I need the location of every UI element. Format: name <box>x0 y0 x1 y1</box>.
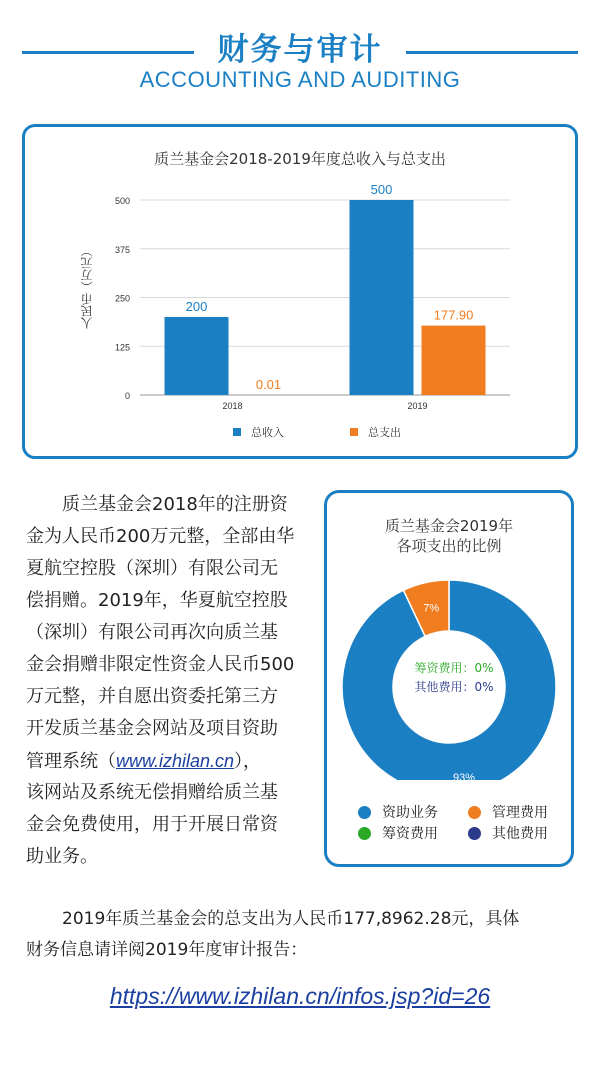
bar-data-label: 500 <box>370 182 393 197</box>
para1-text: 管理系统（ <box>26 751 116 772</box>
legend-dot <box>358 806 371 819</box>
x-tick-label: 2019 <box>407 401 428 411</box>
donut-inner-label-other: 其他费用：0% <box>414 680 494 694</box>
paragraph-2-line2: 财务信息请详阅2019年度审计报告： <box>26 940 308 960</box>
para1-line-with-link <box>26 745 326 777</box>
para1-line: 偿捐赠。2019年，华夏航空控股 <box>26 590 288 611</box>
bar <box>422 326 486 395</box>
y-tick-label: 250 <box>114 293 130 304</box>
donut-legend-management <box>468 802 548 822</box>
donut-legend-other <box>468 823 548 843</box>
para1-line: 助业务。 <box>26 846 98 867</box>
bar <box>165 317 229 395</box>
bar-data-label: 177.90 <box>433 307 474 323</box>
para1-line: 金会免费使用，用于开展日常资 <box>26 814 278 835</box>
donut-title-line1: 质兰基金会2019年 <box>384 517 514 535</box>
bar-data-label: 200 <box>185 299 208 314</box>
para1-line: （深圳）有限公司再次向质兰基 <box>26 622 278 643</box>
para1-line: 夏航空控股（深圳）有限公司无 <box>26 558 278 579</box>
bar-data-label: 0.01 <box>255 376 282 392</box>
y-tick-label: 125 <box>114 342 130 353</box>
page-subtitle: ACCOUNTING AND AUDITING <box>139 67 461 92</box>
y-tick-label: 500 <box>114 196 130 206</box>
legend-label: 管理费用 <box>492 805 548 821</box>
legend-expense-label: 总支出 <box>368 426 401 439</box>
bar-chart-ylabel: 人民币（万元） <box>80 245 94 329</box>
donut-legend-fundraising <box>358 823 438 843</box>
paragraph-2-line1: 2019年质兰基金会的总支出为人民币177,8962.28元，具体 <box>62 909 520 929</box>
bar <box>350 200 414 395</box>
legend-income <box>233 424 284 440</box>
legend-label: 筹资费用 <box>382 826 438 842</box>
legend-dot <box>358 827 371 840</box>
legend-dot <box>468 827 481 840</box>
donut-slice-label: 93% <box>452 772 476 780</box>
legend-expense-swatch <box>350 428 358 436</box>
bar-chart-title: 质兰基金会2018-2019年度总收入与总支出 <box>154 150 446 168</box>
y-tick-label: 375 <box>114 244 130 255</box>
para1-text: ）， <box>234 751 262 772</box>
legend-expense <box>350 424 401 440</box>
x-tick-label: 2018 <box>222 401 243 411</box>
para1-line: 金为人民币200万元整，全部由华 <box>26 526 295 547</box>
para1-line: 该网站及系统无偿捐赠给质兰基 <box>26 782 278 803</box>
donut-legend-grants <box>358 802 438 822</box>
para1-line: 金会捐赠非限定性资金人民币500 <box>26 654 295 675</box>
para1-line: 万元整，并自愿出资委托第三方 <box>26 686 278 707</box>
bar-chart <box>0 0 600 420</box>
para1-line: 开发质兰基金会网站及项目资助 <box>26 718 278 739</box>
audit-report-link[interactable]: https://www.izhilan.cn/infos.jsp?id=26 <box>109 983 491 1009</box>
y-tick-label: 0 <box>124 391 130 401</box>
paragraph-1 <box>26 489 326 873</box>
legend-label: 其他费用 <box>492 826 548 842</box>
donut-inner-label-fundraising: 筹资费用：0% <box>414 661 494 675</box>
website-link[interactable]: www.izhilan.cn <box>116 751 235 771</box>
donut-slice-label: 7% <box>423 602 440 615</box>
page-title: 财务与审计 <box>217 32 383 68</box>
legend-income-swatch <box>233 428 241 436</box>
legend-income-label: 总收入 <box>251 426 284 439</box>
legend-label: 资助业务 <box>382 805 438 821</box>
para1-line: 质兰基金会2018年的注册资 <box>62 494 288 515</box>
legend-dot <box>468 806 481 819</box>
donut-title-line2: 各项支出的比例 <box>396 537 502 555</box>
